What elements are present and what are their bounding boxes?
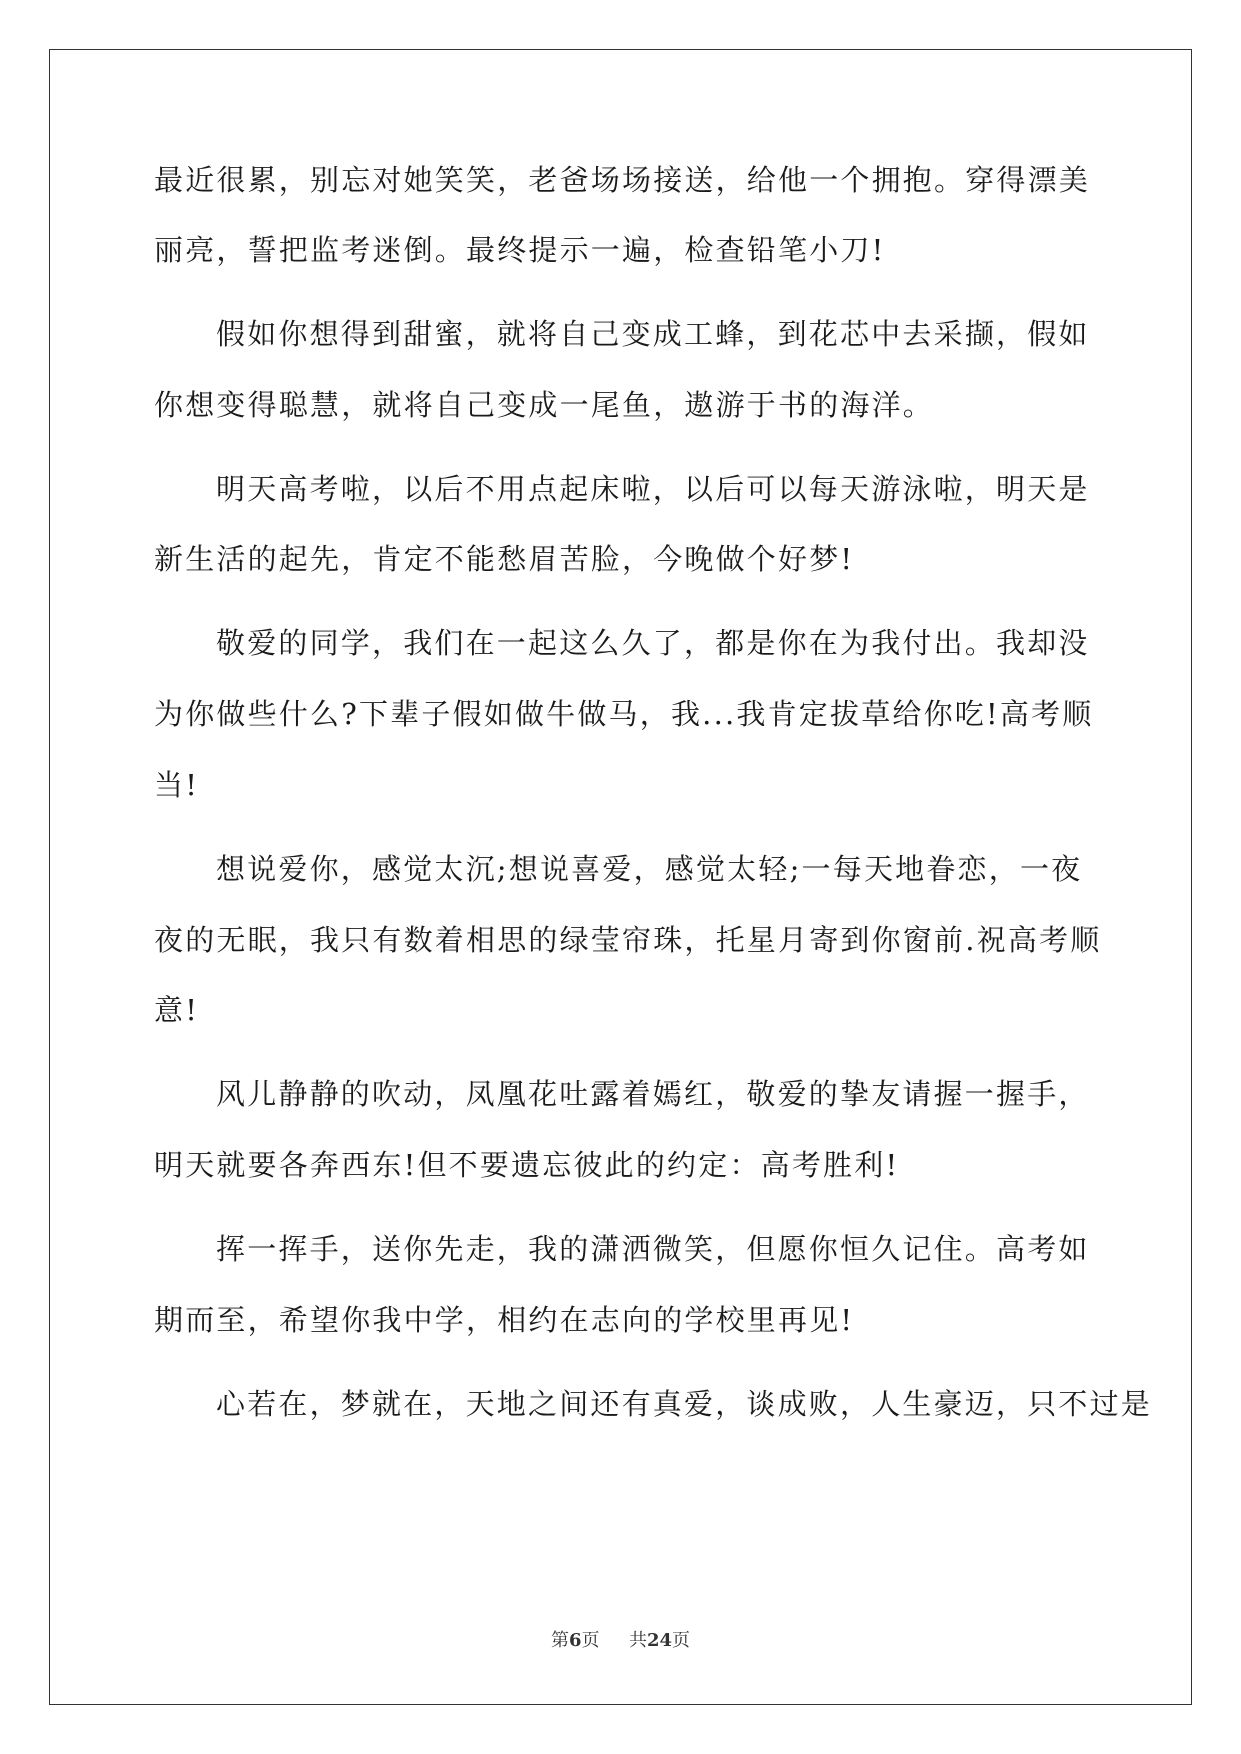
- text-line: 心若在，梦就在，天地之间还有真爱，谈成败，人生豪迈，只不过是: [216, 1387, 1153, 1421]
- text-line: 挥一挥手，送你先走，我的潇洒微笑，但愿你恒久记住。高考如: [216, 1232, 1090, 1266]
- text-line: 期而至，希望你我中学，相约在志向的学校里再见!: [154, 1303, 855, 1337]
- text-line: 明天高考啦，以后不用点起床啦，以后可以每天游泳啦，明天是: [216, 472, 1090, 506]
- page-footer: [0, 1626, 1241, 1652]
- page-number: 6: [568, 1630, 582, 1651]
- text-line: 当!: [154, 768, 200, 802]
- page-suffix: 页: [581, 1630, 600, 1651]
- page-prefix: 第: [550, 1630, 569, 1651]
- text-line: 丽亮，誓把监考迷倒。最终提示一遍，检查铅笔小刀!: [154, 233, 886, 267]
- text-line: 假如你想得到甜蜜，就将自己变成工蜂，到花芯中去采撷，假如: [216, 317, 1090, 351]
- total-pages: 24: [646, 1630, 673, 1651]
- text-line: 风儿静静的吹动，凤凰花吐露着嫣红，敬爱的挚友请握一握手，: [216, 1077, 1090, 1111]
- total-suffix: 页: [672, 1630, 691, 1651]
- text-line: 为你做些什么?下辈子假如做牛做马，我...我肯定拔草给你吃!高考顺: [154, 697, 1094, 731]
- text-line: 最近很累，别忘对她笑笑，老爸场场接送，给他一个拥抱。穿得漂美: [154, 163, 1091, 197]
- text-line: 敬爱的同学，我们在一起这么久了，都是你在为我付出。我却没: [216, 626, 1090, 660]
- text-line: 明天就要各奔西东!但不要遗忘彼此的约定：高考胜利!: [154, 1148, 900, 1182]
- text-line: 夜的无眠，我只有数着相思的绿莹帘珠，托星月寄到你窗前.祝高考顺: [154, 923, 1102, 957]
- text-line: 想说爱你，感觉太沉;想说喜爱，感觉太轻;一每天地眷恋，一夜: [216, 852, 1083, 886]
- total-prefix: 共: [628, 1630, 647, 1651]
- text-line: 意!: [154, 993, 200, 1027]
- text-line: 新生活的起先，肯定不能愁眉苦脸，今晚做个好梦!: [154, 542, 855, 576]
- text-line: 你想变得聪慧，就将自己变成一尾鱼，遨游于书的海洋。: [154, 388, 935, 422]
